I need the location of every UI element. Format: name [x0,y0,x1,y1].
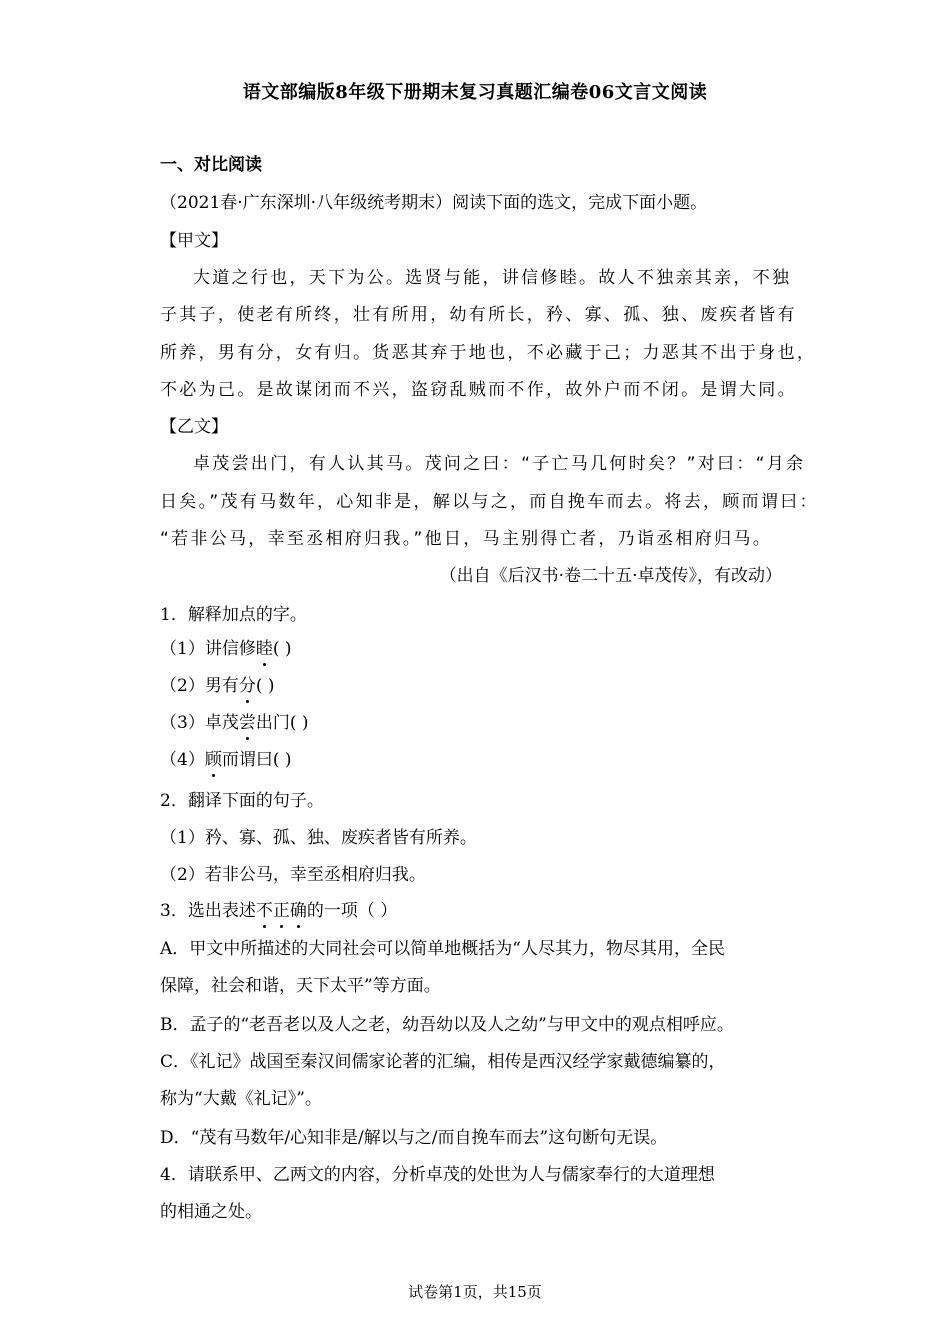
source-line: （2021春·广东深圳·八年级统考期末）阅读下面的选文，完成下面小题。 [160,193,708,213]
text-b-line: 日矣。”茂有马数年，心知非是，解以与之，而自挽车而去。将去，顾而谓曰： [160,492,819,512]
section-heading: 一、对比阅读 [160,155,262,175]
question-1-item [160,637,800,661]
question-1-stem: 1．解释加点的字。 [160,605,307,625]
item-prefix: （2）男有 [160,676,239,696]
dotted-char: 分 [238,676,256,696]
option-b: B．孟子的“老吾老以及人之老，幼吾幼以及人之幼”与甲文中的观点相呼应。 [160,1015,734,1035]
option-a-continued: 保障，社会和谐，天下太平”等方面。 [160,976,441,996]
text-b-line: 卓茂尝出门，有人认其马。茂问之曰：“子亡马几何时矣？”对曰：“月余 [193,454,806,474]
question-4-stem-continued: 的相通之处。 [160,1202,262,1222]
item-prefix: （4） [160,750,205,770]
item-prefix: （1）讲信修 [160,639,256,659]
question-2-item: （2）若非公马，幸至丞相府归我。 [160,865,426,885]
text-b-line: “若非公马，幸至丞相府归我。”他日，马主别得亡者，乃诣丞相府归马。 [160,529,773,549]
text-a-line: 所养，男有分，女有归。货恶其弃于地也，不必藏于己；力恶其不出于身也， [160,343,817,363]
answer-blank: ( ) [272,639,292,659]
dotted-char: 正 [272,901,290,921]
answer-blank: ( ) [255,676,275,696]
answer-blank: 出门( ) [255,713,309,733]
option-a: A．甲文中所描述的大同社会可以简单地概括为“人尽其力，物尽其用，全民 [160,939,725,959]
text-a-line: 大道之行也，天下为公。选贤与能，讲信修睦。故人不独亲其亲，不独 [193,268,792,288]
dotted-char: 顾 [204,750,222,770]
question-1-item [160,748,800,772]
option-d: D．“茂有马数年/心知非是/解以与之/而自挽车而去”这句断句无误。 [160,1128,668,1148]
option-c: C．《礼记》战国至秦汉间儒家论著的汇编，相传是西汉经学家戴德编纂的， [160,1052,726,1072]
text-b-citation: （出自《后汉书·卷二十五·卓茂传》，有改动） [439,566,782,586]
item-prefix: （3）卓茂 [160,713,239,733]
text-a-label: 【甲文】 [160,231,228,251]
page-footer: 试卷第1页，共15页 [408,1283,542,1301]
text-a-line: 子其子，使老有所终，壮有所用，幼有所长，矜、寡、孤、独、废疾者皆有 [160,305,797,325]
option-c-continued: 称为“大戴《礼记》”。 [160,1089,322,1109]
question-2-item: （1）矜、寡、孤、独、废疾者皆有所养。 [160,828,477,848]
dotted-char: 不 [255,901,273,921]
question-1-item [160,674,800,698]
dotted-char: 尝 [238,713,256,733]
dotted-char: 睦 [255,639,273,659]
answer-blank: 而谓曰( ) [221,750,292,770]
question-3-stem: 3．选出表述不正确的一项（ ） [160,901,398,921]
question-2-stem: 2．翻译下面的句子。 [160,791,324,811]
text-b-label: 【乙文】 [160,417,228,437]
text-a-line: 不必为己。是故谋闭而不兴，盗窃乱贼而不作，故外户而不闭。是谓大同。 [160,380,797,400]
question-1-item [160,711,800,735]
page-title: 语文部编版8年级下册期末复习真题汇编卷06文言文阅读 [242,82,708,103]
question-4-stem: 4．请联系甲、乙两文的内容，分析卓茂的处世为人与儒家奉行的大道理想 [160,1165,715,1185]
dotted-char: 确 [289,901,307,921]
